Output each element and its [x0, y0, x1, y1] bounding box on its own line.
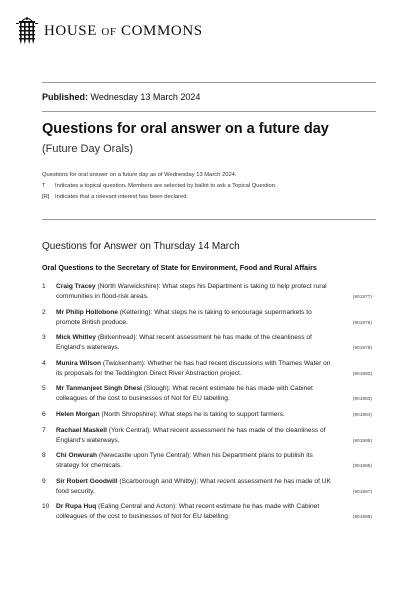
question-text: [56, 477, 336, 497]
department-heading: Oral Questions to the Secretary of State for Environment, Food and Rural Affairs: [42, 263, 317, 272]
question-item: [42, 333, 372, 353]
key-text: Indicates a topical question. Members are selected by ballot to ask a Topical Question.: [55, 183, 277, 189]
site-header: [16, 14, 203, 48]
constituency: (Birkenhead):: [97, 334, 138, 342]
question-body: What recent assessment he has made of the cleanliness of England's waterways.: [56, 426, 326, 444]
page-subtitle: (Future Day Orals): [42, 143, 134, 155]
member-name: Mick Whitley: [56, 334, 96, 342]
question-text: [56, 359, 336, 379]
member-name: Mr Philip Hollobone: [56, 308, 118, 316]
member-name: Helen Morgan: [56, 410, 100, 418]
question-text: [56, 308, 336, 328]
key-row: [42, 181, 362, 192]
question-text: [56, 282, 336, 302]
question-item: [42, 410, 372, 420]
question-item: [42, 359, 372, 379]
question-item: [42, 451, 372, 471]
question-number: 3: [42, 334, 46, 342]
constituency: (North Warwickshire):: [97, 283, 161, 290]
question-item: [42, 282, 372, 302]
question-body: What steps his Department is taking to help protect rural communities in flood-risk areas.: [56, 283, 327, 300]
constituency: (Kettering):: [119, 308, 153, 316]
key-symbol: T: [42, 183, 46, 189]
member-name: Munira Wilson: [56, 359, 101, 367]
section-heading: Questions for Answer on Thursday 14 March: [42, 241, 240, 252]
top-divider: [42, 82, 376, 83]
question-text: [56, 451, 336, 471]
question-item: [42, 502, 372, 522]
title-house: HOUSE: [44, 22, 98, 39]
question-number: 2: [42, 308, 46, 316]
published-line: [42, 92, 200, 102]
question-number: 10: [42, 503, 50, 511]
site-title: [44, 23, 203, 40]
question-ref: (901985): [352, 438, 372, 444]
question-item: [42, 477, 372, 497]
question-body: What recent estimate he has made with Cabinet colleagues of the cost to businesses of Not for EU labelling.: [56, 503, 320, 521]
page-title: Questions for oral answer on a future day: [42, 121, 329, 137]
intro-block: [42, 170, 362, 203]
question-body: What steps he is taking to encourage supermarkets to promote British produce.: [56, 308, 312, 326]
question-number: 5: [42, 385, 46, 393]
section-divider: [42, 219, 376, 220]
question-body: When his Department plans to publish its strategy for chemicals.: [56, 452, 313, 470]
member-name: Chi Onwurah: [56, 452, 98, 460]
key-symbol: [R]: [42, 194, 50, 200]
question-number: 8: [42, 452, 46, 460]
question-ref: (901987): [352, 489, 372, 495]
constituency: (York Central):: [108, 426, 152, 434]
published-date: Wednesday 13 March 2024: [90, 92, 201, 102]
key-row: [42, 192, 362, 203]
member-name: Sir Robert Goodwill: [56, 477, 118, 485]
member-name: Dr Rupa Huq: [56, 503, 97, 511]
question-text: [56, 410, 336, 420]
question-ref: (901988): [352, 515, 372, 521]
question-ref: (901986): [352, 464, 372, 470]
constituency: (Slough):: [143, 385, 171, 393]
title-commons: COMMONS: [121, 22, 203, 39]
question-text: [56, 502, 336, 522]
question-body: What recent estimate he has made with Cabinet colleagues of the cost to businesses of Not for EU labelling.: [56, 385, 313, 403]
constituency: (Scarborough and Whitby):: [119, 477, 199, 485]
question-ref: (901984): [352, 412, 372, 418]
published-label: Published:: [42, 92, 89, 102]
key-text: Indicates that a relevant interest has been declared.: [55, 194, 189, 200]
question-number: 7: [42, 426, 46, 434]
mid-divider: [42, 111, 376, 112]
constituency: (North Shropshire):: [101, 410, 158, 418]
question-ref: (901982): [352, 371, 372, 377]
constituency: (Twickenham):: [102, 359, 146, 367]
question-ref: (901978): [352, 320, 372, 326]
member-name: Mr Tanmanjeet Singh Dhesi: [56, 385, 142, 393]
question-number: 1: [42, 283, 46, 290]
question-text: [56, 426, 336, 446]
question-number: 6: [42, 410, 46, 418]
question-body: Whether he has had recent discussions with Thames Water on its proposals for the Teddington Direct River Abstraction project.: [56, 359, 331, 377]
question-number: 9: [42, 477, 46, 485]
constituency: (Ealing Central and Acton):: [98, 503, 177, 511]
question-item: [42, 308, 372, 328]
question-body: What steps he is taking to support farmers.: [157, 410, 285, 418]
question-text: [56, 333, 336, 353]
question-item: [42, 426, 372, 446]
question-body: What recent assessment he has made of the cleanliness of England's waterways.: [56, 334, 312, 352]
portcullis-icon: [16, 17, 38, 45]
question-ref: (901979): [352, 346, 372, 352]
question-item: [42, 384, 372, 404]
question-text: [56, 384, 336, 404]
question-ref: (901983): [352, 397, 372, 403]
title-of: OF: [101, 25, 117, 38]
question-ref: (901977): [352, 295, 372, 300]
question-body: What recent assessment he has made of UK food security.: [56, 477, 331, 495]
member-name: Craig Tracey: [56, 283, 96, 290]
question-list: [42, 282, 372, 528]
question-number: 4: [42, 359, 46, 367]
constituency: (Newcastle upon Tyne Central):: [98, 452, 192, 460]
member-name: Rachael Maskell: [56, 426, 107, 434]
intro-line: Questions for oral answer on a future day as of Wednesday 13 March 2024.: [42, 172, 237, 178]
